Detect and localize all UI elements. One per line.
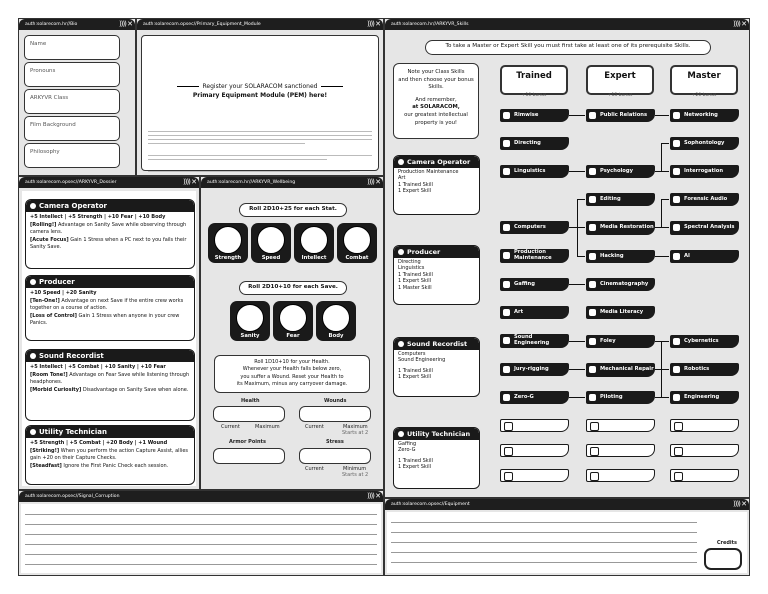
- custom-skill-slot[interactable]: [500, 444, 569, 457]
- connector: [569, 397, 585, 398]
- class-card-sound-recordist: [25, 349, 195, 421]
- close-icon[interactable]: )))) ✕: [366, 178, 380, 186]
- health-box[interactable]: [213, 406, 285, 422]
- film-background-field[interactable]: [24, 116, 120, 141]
- body-save[interactable]: [316, 301, 356, 341]
- class-card-producer: [25, 275, 195, 341]
- ability-name: [Ten-One!]: [30, 297, 60, 304]
- skill-psychology[interactable]: Psychology: [586, 165, 655, 178]
- class-skills-producer: Producer Directing Linguistics 1 Trained Skill 1 Expert Skill 1 Master Skill: [393, 245, 480, 305]
- window-title: auth:solarecom.hr//ARKYVR_Wellbeing: [207, 180, 296, 185]
- skill-linguistics[interactable]: Linguistics: [500, 165, 569, 178]
- window-title: auth:solarecom.hr//ARKYVR_Skills: [391, 22, 469, 27]
- credits-label: Credits: [716, 540, 737, 546]
- custom-skill-slot[interactable]: [586, 419, 655, 432]
- ability-text: Ignore the First Panic Check each session.: [63, 462, 169, 469]
- stress-starts-label: Starts at 2: [342, 472, 369, 478]
- stat-label: Strength: [214, 255, 242, 261]
- connector: [661, 143, 669, 144]
- skill-gaffing[interactable]: Gaffing: [500, 278, 569, 291]
- class-stats: +5 Intellect | +5 Combat | +10 Sanity | +10 Fear: [30, 364, 166, 370]
- window-title: auth:solarecom.opsec//Primary_Equipment_Module: [143, 22, 261, 27]
- health-maximum-label: Maximum: [255, 424, 280, 430]
- skill-computers[interactable]: Computers: [500, 221, 569, 234]
- skill-public-relations[interactable]: Public Relations: [586, 109, 655, 122]
- tier-master: [670, 65, 738, 98]
- class-name: Sound Recordist: [39, 352, 104, 360]
- signal-titlebar[interactable]: [19, 491, 383, 502]
- tier-bonus: +20 bonus: [691, 93, 717, 98]
- pem-window: [136, 18, 384, 176]
- save-label: Body: [328, 333, 344, 339]
- health-label: Health: [241, 398, 260, 404]
- connector: [569, 369, 585, 370]
- ability-name: [Morbid Curiosity]: [30, 386, 82, 393]
- custom-skill-slot[interactable]: [500, 469, 569, 482]
- connector: [577, 256, 585, 257]
- ability-name: [Loss of Control]: [30, 312, 77, 319]
- connector: [655, 256, 669, 257]
- connector: [655, 369, 669, 370]
- class-stats: +5 Strength | +5 Combat | +20 Body | +1 Wound: [30, 440, 168, 446]
- close-icon[interactable]: )))) ✕: [366, 20, 380, 28]
- roll-save-instruction: Roll 2D10+10 for each Save.: [239, 281, 347, 295]
- ability-name: [Steadfast]: [30, 462, 62, 469]
- tier-bonus: +15 bonus: [607, 93, 633, 98]
- equipment-window: [384, 498, 750, 576]
- connector: [655, 171, 669, 172]
- custom-skill-slot[interactable]: [586, 444, 655, 457]
- divider: [321, 86, 343, 87]
- custom-skill-slot[interactable]: [670, 469, 739, 482]
- equipment-list-area[interactable]: [387, 512, 747, 573]
- wellbeing-titlebar[interactable]: [201, 177, 383, 188]
- ability-name: [Acute Focus]: [30, 236, 69, 243]
- bio-window: [18, 18, 136, 176]
- class-stats: +5 Intellect | +5 Strength | +10 Fear | +10 Body: [30, 214, 166, 220]
- close-icon[interactable]: )))) ✕: [182, 178, 196, 186]
- connector: [569, 341, 585, 342]
- field-label: ARKYVR Class: [30, 95, 69, 101]
- tier-bonus: +10 bonus: [521, 93, 547, 98]
- stress-label: Stress: [326, 439, 344, 445]
- connector: [661, 143, 662, 171]
- tier-expert: [586, 65, 654, 98]
- ability-name: [Room Tone!]: [30, 371, 68, 378]
- skills-note: Note your Class Skills and then choose your bonus Skills. And remember, at SOLARACOM, our greatest intellectual property is you!: [393, 63, 479, 139]
- stat-label: Intellect: [301, 255, 327, 261]
- stress-minimum-label: Minimum: [343, 466, 367, 472]
- connector: [569, 227, 585, 228]
- fear-save[interactable]: [273, 301, 313, 341]
- ability-text: Advantage on Sanity Save while observing through camera lens.: [30, 221, 187, 236]
- class-name: Producer: [39, 278, 75, 286]
- philosophy-field[interactable]: [24, 143, 120, 168]
- stress-box[interactable]: [299, 448, 371, 464]
- save-label: Fear: [286, 333, 300, 339]
- field-label: Name: [30, 41, 47, 47]
- skill-spectral-analysis[interactable]: Spectral Analysis: [670, 221, 739, 235]
- stress-current-label: Current: [305, 466, 324, 472]
- wounds-starts-label: Starts at 2: [342, 430, 369, 436]
- combat-stat[interactable]: [337, 223, 377, 263]
- connector: [661, 199, 662, 227]
- close-icon[interactable]: )))) ✕: [732, 500, 746, 508]
- health-current-label: Current: [221, 424, 240, 430]
- pem-fine-print: [148, 128, 372, 175]
- skill-cybernetics[interactable]: Cybernetics: [670, 335, 739, 348]
- credits-field[interactable]: [704, 548, 742, 570]
- skills-banner: To take a Master or Expert Skill you must first take at least one of its prerequisite Skills.: [425, 40, 711, 55]
- skill-rimwise[interactable]: Rimwise: [500, 109, 569, 122]
- skill-foley[interactable]: Foley: [586, 335, 655, 348]
- ability-text: When you perform the action Capture Assist, allies gain +20 on their Capture Checks.: [30, 447, 188, 462]
- ability-text: Advantage on next Save if the entire crew works together on a course of action.: [30, 297, 184, 312]
- pem-area[interactable]: [141, 35, 379, 171]
- skill-editing[interactable]: Editing: [586, 193, 655, 206]
- skill-networking[interactable]: Networking: [670, 109, 739, 122]
- ability-text: Gain 1 Stress when a PC next to you fails their Sanity Save.: [30, 236, 187, 251]
- skill-cinematography[interactable]: Cinematography: [586, 278, 655, 291]
- connector: [569, 284, 585, 285]
- skill-media-restoration[interactable]: Media Restoration: [586, 221, 655, 235]
- pem-titlebar[interactable]: [137, 19, 383, 30]
- class-card-utility-technician: [25, 425, 195, 485]
- equipment-titlebar[interactable]: [385, 499, 749, 510]
- bio-titlebar[interactable]: [19, 19, 135, 30]
- dossier-titlebar[interactable]: [19, 177, 199, 188]
- class-card-camera-operator: [25, 199, 195, 269]
- custom-skill-slot[interactable]: [586, 469, 655, 482]
- window-title: auth:solarecom.opsec//Equipment: [391, 502, 470, 507]
- armor-label: Armor Points: [229, 439, 266, 445]
- wounds-current-label: Current: [305, 424, 324, 430]
- pem-module-text: Primary Equipment Module (PEM) here!: [192, 92, 328, 99]
- window-title: auth:solarecom.hr//Bio: [25, 22, 78, 27]
- close-icon[interactable]: )))) ✕: [118, 20, 132, 28]
- connector: [577, 199, 585, 200]
- skill-zero-g[interactable]: Zero-G: [500, 391, 569, 404]
- class-skills-sound-recordist: Sound Recordist Computers Sound Engineering 1 Trained Skill 1 Expert Skill: [393, 337, 480, 397]
- field-label: Pronouns: [30, 68, 56, 74]
- connector: [569, 171, 585, 172]
- class-skill-line[interactable]: Production Maintenance: [398, 169, 459, 175]
- window-title: auth:solarecom.opsec//ARKYVR_Dossier: [25, 180, 117, 185]
- intellect-stat[interactable]: [294, 223, 334, 263]
- stat-label: Combat: [345, 255, 369, 261]
- signal-notes-area[interactable]: [21, 504, 381, 573]
- close-icon[interactable]: )))) ✕: [366, 492, 380, 500]
- connector: [569, 115, 585, 116]
- pem-register-text: Register your SOLARACOM sanctioned: [202, 83, 318, 90]
- tier-name: Master: [687, 71, 721, 81]
- custom-skill-slot[interactable]: [670, 444, 739, 457]
- skill-forensic-audio[interactable]: Forensic Audio: [670, 193, 739, 206]
- save-label: Sanity: [240, 333, 260, 339]
- ability-name: [Striking!]: [30, 447, 60, 454]
- close-icon[interactable]: )))) ✕: [732, 20, 746, 28]
- connector: [661, 199, 669, 200]
- wellbeing-window: [200, 176, 384, 490]
- skill-media-literacy[interactable]: Media Literacy: [586, 306, 655, 319]
- pronouns-field[interactable]: [24, 62, 120, 87]
- skill-directing[interactable]: Directing: [500, 137, 569, 150]
- signal-corruption-window: [18, 490, 384, 576]
- wounds-maximum-label: Maximum: [343, 424, 368, 430]
- ability-text: Disadvantage on Sanity Save when alone.: [82, 386, 189, 393]
- connector: [655, 397, 669, 398]
- skills-titlebar[interactable]: [385, 19, 749, 30]
- speed-stat[interactable]: [251, 223, 291, 263]
- class-skills-utility-technician: Utility Technician Gaffing Zero-G 1 Trained Skill 1 Expert Skill: [393, 427, 480, 489]
- connector: [655, 227, 669, 228]
- ability-text: Gain 1 Stress when anyone in your crew Panics.: [30, 312, 180, 327]
- skill-jury-rigging[interactable]: Jury-rigging: [500, 363, 569, 376]
- skills-window: [384, 18, 750, 498]
- connector: [655, 341, 669, 342]
- class-field[interactable]: [24, 89, 120, 114]
- window-title: auth:solarecom.opsec//Signal_Corruption: [25, 494, 120, 499]
- ability-text: Advantage on Fear Save while listening through headphones.: [30, 371, 190, 386]
- wounds-label: Wounds: [324, 398, 347, 404]
- class-stats: +10 Speed | +20 Sanity: [30, 290, 97, 296]
- skill-ai[interactable]: AI: [670, 250, 739, 263]
- stat-label: Speed: [261, 255, 281, 261]
- class-name: Camera Operator: [39, 202, 108, 210]
- armor-box[interactable]: [213, 448, 285, 464]
- ability-name: [Rolling!]: [30, 221, 57, 228]
- skill-mechanical-repair[interactable]: Mechanical Repair: [586, 363, 655, 377]
- custom-skill-slot[interactable]: [500, 419, 569, 432]
- sanity-save[interactable]: [230, 301, 270, 341]
- tier-name: Trained: [516, 71, 552, 81]
- skill-art[interactable]: Art: [500, 306, 569, 319]
- divider: [177, 86, 199, 87]
- health-instructions: Roll 1D10+10 for your Health. Whenever your Health falls below zero, you suffer a Wound. Reset your Health to its Maximum, minus any carryover damage.: [214, 355, 370, 393]
- connector: [655, 115, 669, 116]
- dossier-window: [18, 176, 200, 490]
- skill-sound-engineering[interactable]: Sound Engineering: [500, 334, 569, 348]
- field-label: Philosophy: [30, 149, 60, 155]
- tier-trained: [500, 65, 568, 98]
- skill-interrogation[interactable]: Interrogation: [670, 165, 739, 178]
- skill-sophontology[interactable]: Sophontology: [670, 137, 739, 150]
- class-name: Utility Technician: [39, 428, 107, 436]
- skill-production-maintenance[interactable]: Production Maintenance: [500, 249, 569, 263]
- class-skills-camera-operator: Camera Operator Production Maintenance Art 1 Trained Skill 1 Expert Skill: [393, 155, 480, 215]
- skill-robotics[interactable]: Robotics: [670, 363, 739, 376]
- tier-name: Expert: [604, 71, 636, 81]
- strength-stat[interactable]: [208, 223, 248, 263]
- skill-hacking[interactable]: Hacking: [586, 250, 655, 263]
- name-field[interactable]: [24, 35, 120, 60]
- field-label: Film Background: [30, 122, 76, 128]
- wounds-box[interactable]: [299, 406, 371, 422]
- custom-skill-slot[interactable]: [670, 419, 739, 432]
- roll-stat-instruction: Roll 2D10+25 for each Stat.: [239, 203, 347, 217]
- skill-piloting[interactable]: Piloting: [586, 391, 655, 404]
- skill-engineering[interactable]: Engineering: [670, 391, 739, 404]
